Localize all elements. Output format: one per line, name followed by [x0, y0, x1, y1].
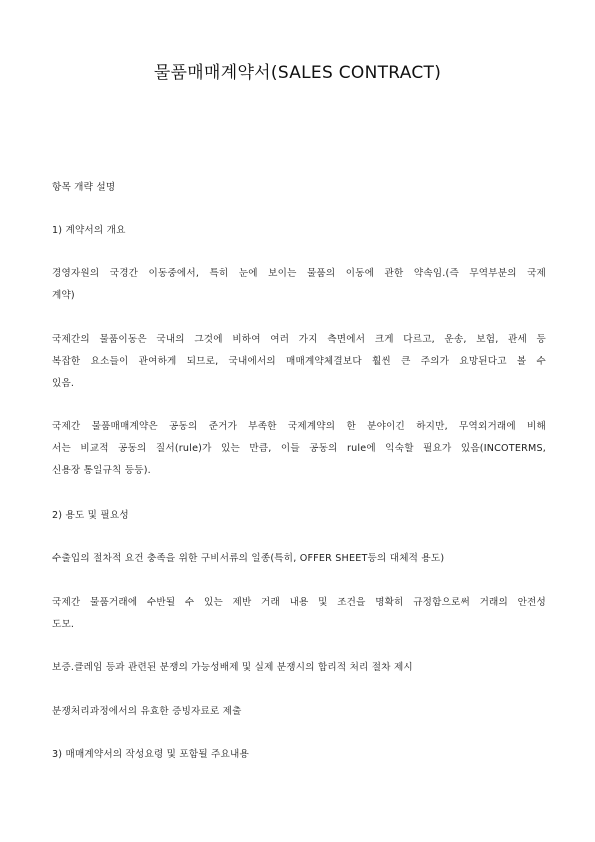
paragraph-6-line-1: 보증.클레임 등과 관련된 분쟁의 가능성배제 및 실제 분쟁시의 합리적 처리 절차 제시: [52, 662, 413, 673]
paragraph-5: [52, 592, 546, 636]
paragraph-3-line-1: 국제간 물품매매계약은 공동의 준거가 부족한 국제계약의 한 분야이긴 하지만, 무역외거래에 비해: [52, 421, 546, 432]
paragraph-6: [52, 657, 546, 679]
document-title: 물품매매계약서(SALES CONTRACT): [153, 63, 442, 83]
section-2-heading: [52, 505, 546, 527]
overview-heading-text: 항목 개략 설명: [52, 182, 116, 193]
paragraph-4-line-1: 수출입의 절차적 요건 충족을 위한 구비서류의 일종(특히, OFFER SHEET등의 대체적 용도): [52, 553, 445, 564]
paragraph-7: [52, 701, 546, 723]
section-3-heading-text: 3) 매매계약서의 작성요령 및 포함될 주요내용: [52, 749, 249, 760]
paragraph-1: [52, 263, 546, 307]
paragraph-1-line-2: 계약): [52, 290, 75, 301]
paragraph-3-line-3: 신용장 통일규칙 등등).: [52, 465, 151, 476]
overview-heading: [52, 177, 546, 199]
section-1-heading-text: 1) 계약서의 개요: [52, 225, 126, 236]
paragraph-2-line-1: 국제간의 물품이동은 국내의 그것에 비하여 여러 가지 측면에서 크게 다르고, 운송, 보험, 관세 등: [52, 334, 546, 345]
paragraph-2-line-2: 복잡한 요소들이 관여하게 되므로, 국내에서의 매매계약체결보다 훨씬 큰 주의가 요망된다고 볼 수: [52, 356, 546, 367]
paragraph-4: [52, 548, 546, 570]
paragraph-1-line-1: 경영자원의 국경간 이동중에서, 특히 눈에 보이는 물품의 이동에 관한 약속임.(즉 무역부분의 국제: [52, 268, 546, 279]
paragraph-3-line-2: 서는 비교적 공동의 질서(rule)가 있는 만큼, 이들 공동의 rule에 익숙할 필요가 있음(INCOTERMS,: [52, 443, 546, 454]
section-1-heading: [52, 220, 546, 242]
paragraph-2: [52, 329, 546, 395]
paragraph-5-line-1: 국제간 물품거래에 수반될 수 있는 제반 거래 내용 및 조건을 명확히 규정함으로써 거래의 안전성: [52, 597, 546, 608]
paragraph-5-line-2: 도모.: [52, 619, 75, 630]
section-2-heading-text: 2) 용도 및 필요성: [52, 510, 129, 521]
section-3-heading: [52, 744, 546, 766]
paragraph-3: [52, 416, 546, 482]
paragraph-7-line-1: 분쟁처리과정에서의 유효한 증빙자료로 제출: [52, 706, 242, 717]
paragraph-2-line-3: 있음.: [52, 378, 75, 389]
